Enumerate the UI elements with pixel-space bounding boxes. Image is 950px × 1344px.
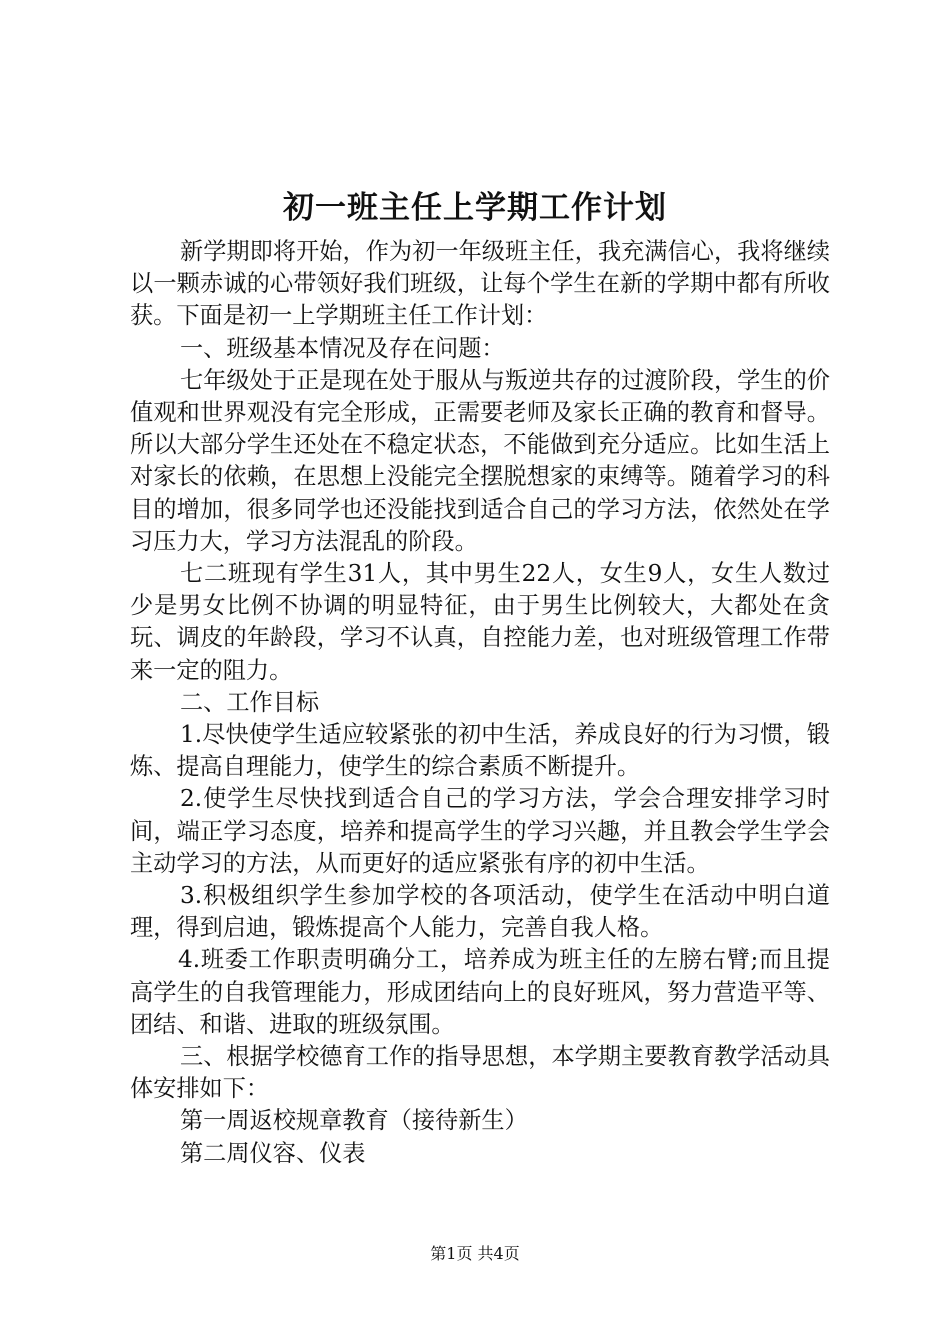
document-body (130, 236, 830, 1170)
schedule-week-2: 第二周仪容、仪表 (180, 1139, 366, 1167)
paragraph-class-situation: 七年级处于正是现在处于服从与叛逆共存的过渡阶段，学生的价值观和世界观没有完全形成，正需要老师及家长正确的教育和督导。所以大部分学生还处在不稳定状态，不能做到充分适应。比如生活上对家长的依赖，在思想上没能完全摆脱想家的束缚等。随着学习的科目的增加，很多同学也还没能找到适合自己的学习方法，依然处在学习压力大，学习方法混乱的阶段。 (130, 366, 830, 555)
document-title: 初一班主任上学期工作计划 (283, 190, 667, 226)
goal-item-3: 3.积极组织学生参加学校的各项活动，使学生在活动中明白道理，得到启迪，锻炼提高个人能力，完善自我人格。 (130, 882, 830, 942)
paragraph-intro: 新学期即将开始，作为初一年级班主任，我充满信心，我将继续以一颗赤诚的心带领好我们班级，让每个学生在新的学期中都有所收获。下面是初一上学期班主任工作计划： (130, 238, 830, 330)
paragraph-class-stats: 七二班现有学生31人，其中男生22人，女生9人，女生人数过少是男女比例不协调的明显特征，由于男生比例较大，大都处在贪玩、调皮的年龄段，学习不认真，自控能力差，也对班级管理工作带来一定的阻力。 (130, 560, 830, 684)
goal-item-2: 2.使学生尽快找到适合自己的学习方法，学会合理安排学习时间，端正学习态度，培养和提高学生的学习兴趣，并且教会学生学会主动学习的方法，从而更好的适应紧张有序的初中生活。 (130, 785, 830, 877)
heading-section-1: 一、班级基本情况及存在问题： (180, 334, 505, 362)
heading-section-2: 二、工作目标 (180, 688, 320, 716)
page-footer: 第1页 共4页 (430, 1244, 520, 1263)
schedule-week-1: 第一周返校规章教育（接待新生） (180, 1107, 528, 1135)
goal-item-1: 1.尽快使学生适应较紧张的初中生活，养成良好的行为习惯，锻炼、提高自理能力，使学生的综合素质不断提升。 (130, 721, 830, 781)
goal-item-4: 4.班委工作职责明确分工，培养成为班主任的左膀右臂;而且提高学生的自我管理能力，形成团结向上的良好班风，努力营造平等、团结、和谐、进取的班级氛围。 (130, 946, 830, 1038)
heading-section-3: 三、根据学校德育工作的指导思想，本学期主要教育教学活动具体安排如下： (130, 1043, 830, 1103)
